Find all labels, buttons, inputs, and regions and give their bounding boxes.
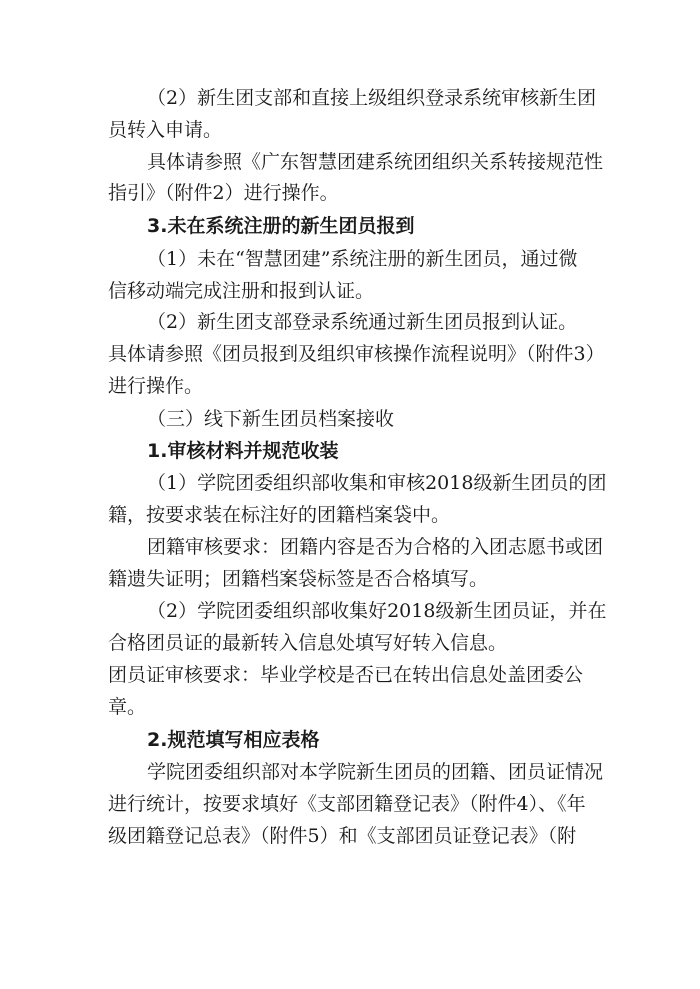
paragraph-line: （2）新生团支部登录系统通过新生团员报到认证。 xyxy=(147,311,578,333)
section-heading: 1.审核材料并规范收装 xyxy=(147,440,339,462)
section-heading: （三）线下新生团员档案接收 xyxy=(147,408,395,430)
paragraph-line: 合格团员证的最新转入信息处填写好转入信息。 xyxy=(108,632,508,654)
paragraph-line: （2）学院团委组织部收集好2018级新生团员证，并在 xyxy=(147,600,607,622)
paragraph-line: 籍，按要求装在标注好的团籍档案袋中。 xyxy=(108,504,451,526)
paragraph-line: 进行操作。 xyxy=(108,375,204,397)
paragraph-line: （1）学院团委组织部收集和审核2018级新生团员的团 xyxy=(147,472,607,494)
paragraph-line: 具体请参照《广东智慧团建系统团组织关系转接规范性 xyxy=(147,151,604,173)
section-heading: 3.未在系统注册的新生团员报到 xyxy=(147,215,415,237)
paragraph-line: 章。 xyxy=(108,696,147,718)
paragraph-line: 具体请参照《团员报到及组织审核操作流程说明》（附件3） xyxy=(108,343,605,365)
paragraph-line: 进行统计，按要求填好《支部团籍登记表》（附件4）、《年 xyxy=(108,793,586,815)
paragraph-line: 员转入申请。 xyxy=(108,119,223,141)
section-heading: 2.规范填写相应表格 xyxy=(147,729,320,751)
paragraph-line: 级团籍登记总表》（附件5）和《支部团员证登记表》（附 xyxy=(108,825,577,847)
paragraph-line: （2）新生团支部和直接上级组织登录系统审核新生团 xyxy=(147,87,597,109)
paragraph-line: 籍遗失证明；团籍档案袋标签是否合格填写。 xyxy=(108,568,489,590)
paragraph-line: 学院团委组织部对本学院新生团员的团籍、团员证情况 xyxy=(147,761,604,783)
paragraph-line: 信移动端完成注册和报到认证。 xyxy=(108,280,375,302)
paragraph-line: 团员证审核要求：毕业学校是否已在转出信息处盖团委公 xyxy=(108,664,584,686)
paragraph-line: 指引》（附件2）进行操作。 xyxy=(108,182,339,204)
paragraph-line: （1）未在“智慧团建”系统注册的新生团员，通过微 xyxy=(147,248,578,270)
paragraph-line: 团籍审核要求：团籍内容是否为合格的入团志愿书或团 xyxy=(147,536,604,558)
